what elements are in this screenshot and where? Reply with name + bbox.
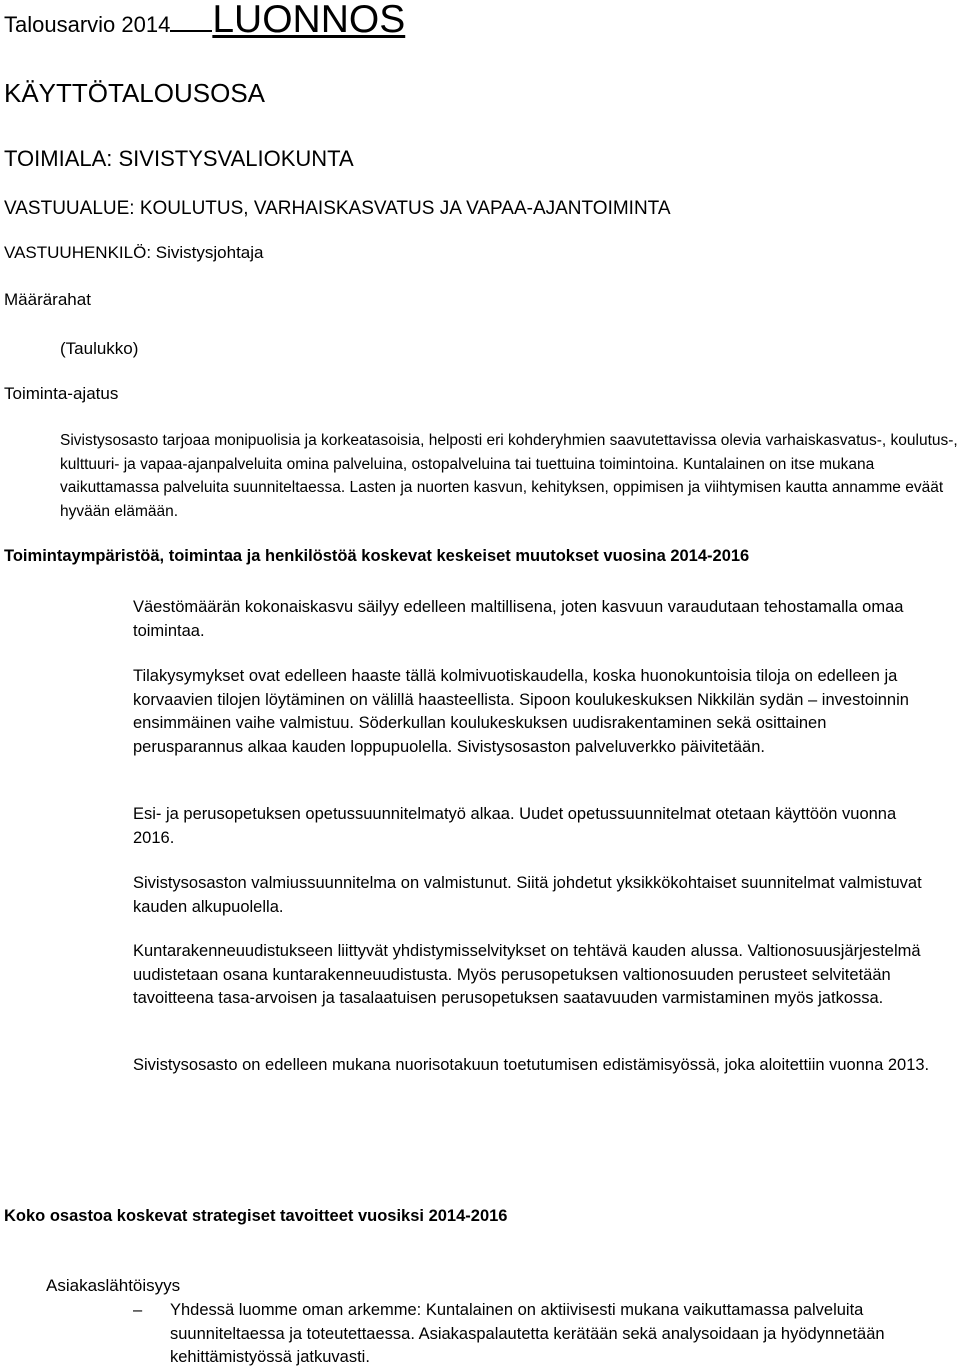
document-header <box>4 0 405 42</box>
draft-label: LUONNOS <box>212 0 406 41</box>
muutokset-paragraph-4: Sivistysosaston valmiussuunnitelma on valmistunut. Siitä johdetut yksikkökohtaiset suunnitelmat valmistuvat kauden alkupuolella. <box>133 874 922 916</box>
toiminta-ajatus-text: Sivistysosasto tarjoaa monipuolisia ja korkeatasoisia, helposti eri kohderyhmien saavutettavissa olevia varhaiskasvatus-, koulutus-, kulttuuri- ja vapaa-ajanpalveluita omina palveluina, ostopalveluina tai tuettuina toimintoina. Kuntalainen on itse mukana vaikuttamassa palveluita suunniteltaessa. Lasten ja nuorten kasvun, kehityksen, oppimisen ja viihtymisen kautta annamme eväät hyvään elämään. <box>60 432 958 520</box>
strategiset-heading: Koko osastoa koskevat strategiset tavoitteet vuosiksi 2014-2016 <box>4 1207 508 1225</box>
muutokset-paragraph-6: Sivistysosasto on edelleen mukana nuorisotakuun toetutumisen edistämisyössä, joka aloitettiin vuonna 2013. <box>133 1056 930 1074</box>
bullet-text: Yhdessä luomme oman arkemme: Kuntalainen on aktiivisesti mukana vaikuttamassa palveluita suunniteltaessa ja toteutettaessa. Asiakaspalautetta kerätään sekä analysoidaan ja hyödynnetään kehittämistyössä jatkuvasti. <box>170 1301 885 1366</box>
toiminta-ajatus-heading: Toiminta-ajatus <box>4 384 119 403</box>
muutokset-paragraph-5: Kuntarakenneuudistukseen liittyvät yhdistymisselvitykset on tehtävä kauden alussa. Valtionosuusjärjestelmä uudistetaan osana kuntarakenneuudistusta. Myös perusopetuksen valtionosuuden perusteet selvitetään tavoitteena tasa-arvoisen ja tasalaatuisen perusopetuksen saatavuuden varmistaminen myös jatkossa. <box>133 942 921 1007</box>
toimiala-heading: TOIMIALA: SIVISTYSVALIOKUNTA <box>4 146 354 171</box>
table-placeholder: (Taulukko) <box>60 339 139 358</box>
header-underline-gap <box>170 29 212 32</box>
page-title: KÄYTTÖTALOUSOSA <box>4 78 266 108</box>
asiakaslahtoisyys-heading: Asiakaslähtöisyys <box>46 1276 181 1295</box>
bullet-dash: – <box>133 1301 143 1319</box>
budget-label: Talousarvio 2014 <box>4 12 171 37</box>
muutokset-paragraph-1: Väestömäärän kokonaiskasvu säilyy edelleen maltillisena, joten kasvuun varaudutaan tehostamalla omaa toimintaa. <box>133 598 904 640</box>
muutokset-paragraph-3: Esi- ja perusopetuksen opetussuunnitelmatyö alkaa. Uudet opetussuunnitelmat otetaan käyttöön vuonna 2016. <box>133 805 897 847</box>
maararahat-heading: Määrärahat <box>4 290 91 309</box>
muutokset-paragraph-2: Tilakysymykset ovat edelleen haaste tällä kolmivuotiskaudella, koska huonokuntoisia tiloja on edelleen ja korvaavien tilojen löytäminen on välillä haasteellista. Sipoon koulukeskuksen Nikkilän sydän – investoinnin ensimmäinen vaihe valmistuu. Söderkullan koulukeskuksen uudisrakentaminen sekä osittainen perusparannus alkaa kauden loppupuolella. Sivistysosaston palveluverkko päivitetään. <box>133 667 909 756</box>
vastuuhenkilo-heading: VASTUUHENKILÖ: Sivistysjohtaja <box>4 243 264 262</box>
muutokset-heading: Toimintaympäristöä, toimintaa ja henkilöstöä koskevat keskeiset muutokset vuosina 2014-2016 <box>4 547 750 565</box>
vastuualue-heading: VASTUUALUE: KOULUTUS, VARHAISKASVATUS JA VAPAA-AJANTOIMINTA <box>4 198 671 219</box>
